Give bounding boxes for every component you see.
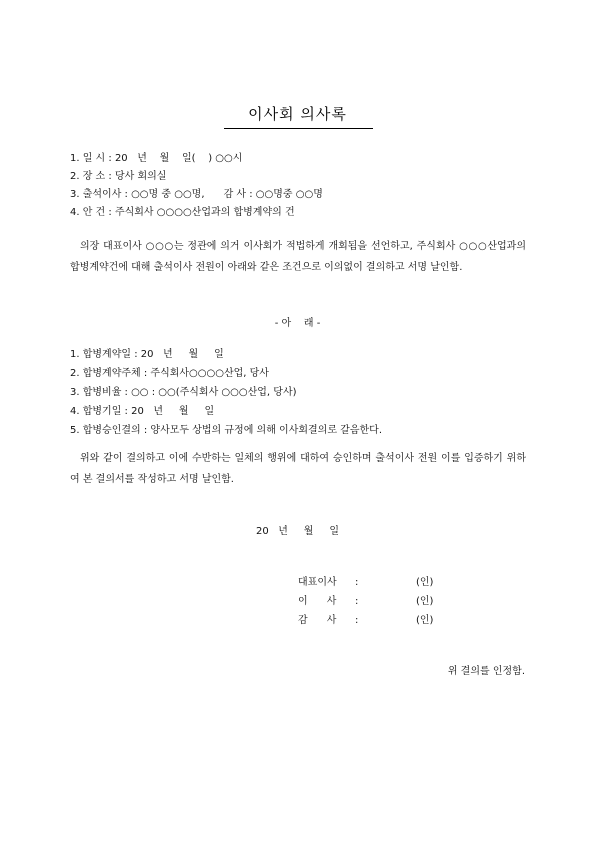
approval-paragraph: 위와 같이 결의하고 이에 수반하는 일체의 행위에 대하여 승인하며 출석이사 전원 이를 입증하기 위하여 본 결의서를 작성하고 서명 날인함. (70, 453, 526, 485)
meeting-date-line: 1. 일 시 : 20 년 월 일( ) ○○시 (70, 153, 243, 164)
seal-mark: (인) (416, 577, 434, 588)
title-underline (224, 128, 373, 129)
signature-row-ceo (298, 573, 448, 593)
meeting-info-list (70, 150, 540, 222)
signature-label: 감 사 (298, 615, 337, 626)
condition-item: 3. 합병비율 : ○○ : ○○(주식회사 ○○○산업, 당사) (70, 387, 297, 398)
signature-label: 대표이사 (298, 577, 337, 588)
resolution-paragraph: 의장 대표이사 ○○○는 정관에 의거 이사회가 적법하게 개회됨을 선언하고, 주식회사 ○○○산업과의 합병계약건에 대해 출석이사 전원이 아래와 같은 조건으로 이의없이 결의하고 서명 날인함. (70, 241, 526, 273)
condition-item: 4. 합병기일 : 20 년 월 일 (70, 406, 215, 417)
attendance-line: 3. 출석이사 : ○○명 중 ○○명, 감 사 : ○○명중 ○○명 (70, 189, 323, 200)
signature-colon: : (355, 577, 359, 588)
agenda-line: 4. 안 건 : 주식회사 ○○○○산업과의 합병계약의 건 (70, 207, 295, 218)
signature-colon: : (355, 596, 359, 607)
signature-colon: : (355, 615, 359, 626)
approval-note: 위 결의를 인정함. (447, 666, 525, 677)
meeting-place-line: 2. 장 소 : 당사 회의실 (70, 171, 167, 182)
signature-label: 이 사 (298, 596, 337, 607)
merger-conditions-list (70, 345, 540, 440)
signature-row-auditor (298, 611, 448, 631)
signature-row-director (298, 592, 448, 612)
below-marker: - 아 래 - (274, 318, 321, 329)
document-title: 이사회 의사록 (248, 105, 347, 123)
condition-item: 2. 합병계약주체 : 주식회사○○○○산업, 당사 (70, 368, 269, 379)
condition-item: 1. 합병계약일 : 20 년 월 일 (70, 349, 224, 360)
seal-mark: (인) (416, 596, 434, 607)
signing-date: 20 년 월 일 (255, 526, 340, 537)
condition-item: 5. 합병승인결의 : 양사모두 상법의 규정에 의해 이사회결의로 갈음한다. (70, 425, 382, 436)
seal-mark: (인) (416, 615, 434, 626)
